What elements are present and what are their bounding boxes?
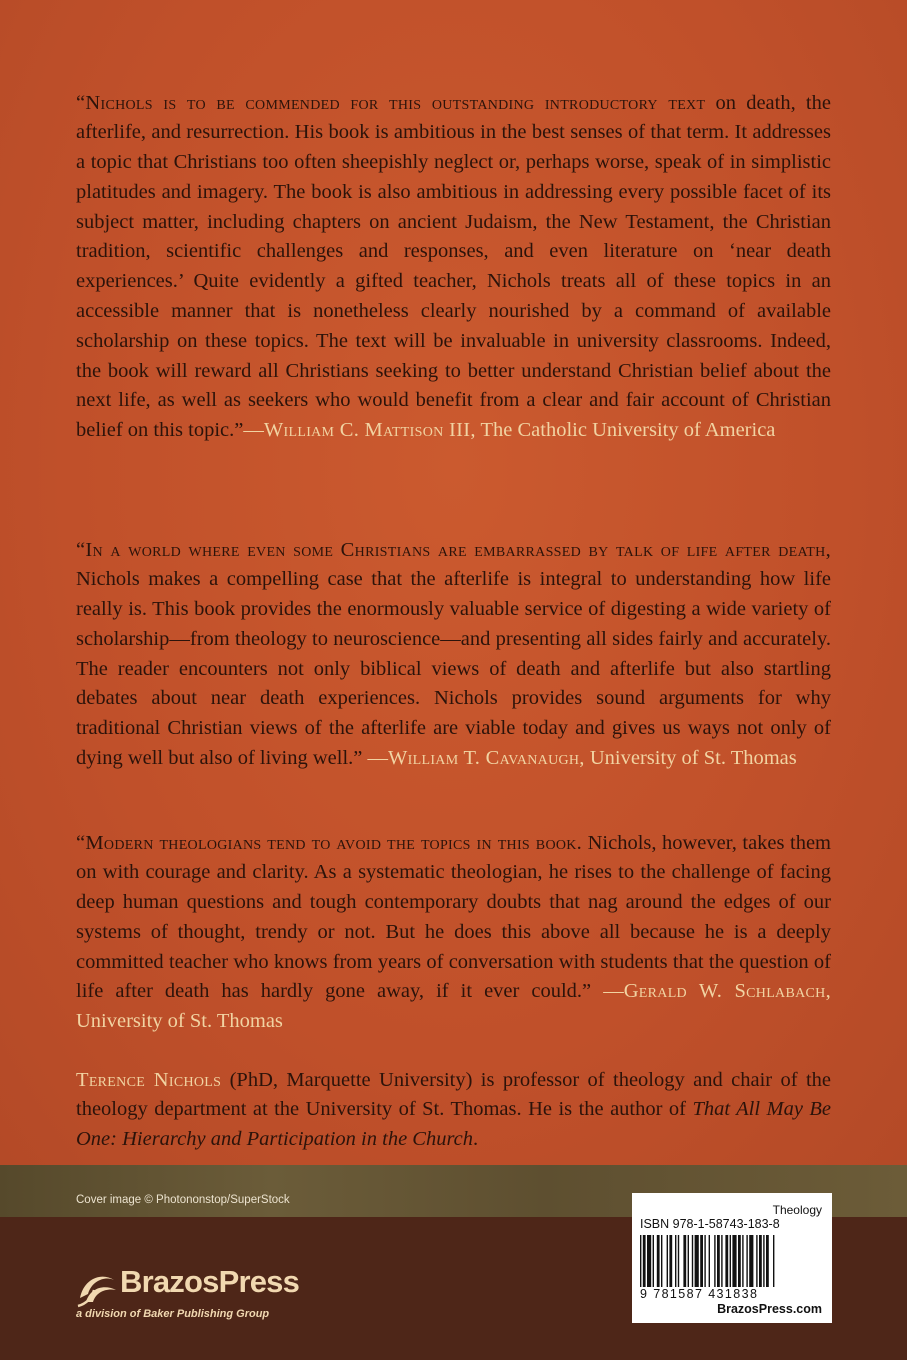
barcode-bar xyxy=(640,1235,641,1287)
barcode-bar xyxy=(763,1235,764,1287)
endorser-affiliation: University of St. Thomas xyxy=(76,1010,283,1033)
endorser-name: Gerald W. Schlabach, xyxy=(623,980,831,1003)
barcode-bar xyxy=(721,1235,722,1287)
bio-end: . xyxy=(473,1128,479,1151)
barcode-bar xyxy=(742,1235,743,1287)
barcode-bar xyxy=(683,1235,686,1287)
barcode-bar xyxy=(756,1235,757,1287)
barcode-bar xyxy=(678,1235,679,1287)
author-name: Terence Nichols xyxy=(76,1068,222,1091)
barcode-bar xyxy=(704,1235,705,1287)
barcode-bar xyxy=(766,1235,769,1287)
author-bio xyxy=(76,1066,831,1155)
attribution-dash: — xyxy=(243,419,264,442)
quote-attribution xyxy=(243,419,775,441)
barcode-panel xyxy=(632,1193,832,1323)
barcode-bar xyxy=(738,1235,741,1287)
barcode-bar xyxy=(714,1235,715,1287)
publisher-logo xyxy=(76,1262,336,1330)
isbn-number: ISBN 978-1-58743-183-8 xyxy=(640,1217,780,1231)
quote-body: on death, the afterlife, and resurrection. His book is ambitious in the best senses of that term. It addresses a topic that Christians too often sheepishly neglect or, perhaps worse, speak of in simplistic platitudes and imagery. The book is also ambitious in addressing every possible facet of its subject matter, including chapters on ancient Judaism, the New Testament, the Christian tradition, scientific challenges and responses, and even literature on ‘near death experiences.’ Quite evidently a gifted teacher, Nichols treats all of these topics in an accessible manner that is nonetheless clearly nourished by a command of available scholarship on these topics. The text will be invaluable in university classrooms. Indeed, the book will reward all Christians seeking to better understand Christian belief about the next life, as well as seekers who would benefit from a clear and fair account of Christian belief on this topic.” xyxy=(76,91,831,442)
endorsement-quote-schlabach xyxy=(76,829,831,1038)
publisher-subtitle: a division of Baker Publishing Group xyxy=(76,1308,270,1320)
cover-image-credit: Cover image © Photononstop/SuperStock xyxy=(76,1194,290,1206)
quote-attribution xyxy=(362,747,796,769)
publisher-website: BrazosPress.com xyxy=(717,1302,822,1316)
attribution-dash: — xyxy=(591,980,624,1003)
publisher-name: BrazosPress xyxy=(120,1264,300,1299)
quote-body: Nichols makes a compelling case that the afterlife is integral to understanding how life really is. This book provides the enormously valuable service of digesting a wide variety of scholarship—from theology to neuroscience—and presenting all sides fairly and accurately. The reader encounters not only biblical views of death and afterlife but also startling debates about near death experiences. Nichols provides sound arguments for why traditional Christian views of the afterlife are viable today and gives us ways not only of dying well but also of living well.” xyxy=(76,568,831,770)
endorser-name: William C. Mattison III, xyxy=(263,419,476,442)
barcode-icon xyxy=(640,1235,824,1287)
barcode-bar xyxy=(717,1235,720,1287)
barcode-bar xyxy=(759,1235,762,1287)
barcode-bar xyxy=(746,1235,747,1287)
barcode-bar xyxy=(732,1235,736,1287)
endorser-affiliation: University of St. Thomas xyxy=(584,747,797,770)
quote-lead: “Modern theologians tend to avoid the topics in this book. xyxy=(76,831,583,854)
barcode-bar xyxy=(667,1235,668,1287)
barcode-bar xyxy=(692,1235,693,1287)
barcode-bar xyxy=(643,1235,646,1287)
barcode-bar xyxy=(675,1235,676,1287)
bio-text: (PhD, Marquette University) is professor of theology and chair of the theology department at the University of St. Thomas. He is the author of xyxy=(76,1068,831,1121)
barcode-bar xyxy=(709,1235,710,1287)
barcode-bar xyxy=(657,1235,660,1287)
endorser-name: William T. Cavanaugh, xyxy=(388,747,585,770)
endorsement-quote-mattison xyxy=(76,89,831,447)
barcode-digits: 9 781587 431838 xyxy=(640,1287,759,1301)
barcode-bar xyxy=(653,1235,654,1287)
book-category: Theology xyxy=(772,1203,822,1217)
quote-lead: “Nichols is to be commended for this outstanding introductory text xyxy=(76,91,706,114)
barcode-bar xyxy=(725,1235,728,1287)
endorsement-quote-cavanaugh xyxy=(76,536,831,774)
barcode-bar xyxy=(773,1235,774,1287)
brazos-swirl-icon xyxy=(76,1268,120,1308)
barcode-bar xyxy=(669,1235,672,1287)
barcode-bar xyxy=(688,1235,689,1287)
book-title: That All May Be One: Hierarchy and Participation in the Church xyxy=(76,1098,832,1151)
barcode-bar xyxy=(700,1235,703,1287)
attribution-dash: — xyxy=(362,747,389,770)
barcode-bar xyxy=(749,1235,753,1287)
quote-body: Nichols, however, takes them on with courage and clarity. As a systematic theologian, he rises to the challenge of facing deep human questions and tough contemporary doubts that nag around the edges of our systems of thought, trendy or not. But he does this above all because he is a deeply committed teacher who knows from years of conversation with students that the question of life after death has hardly gone away, if it ever could.” xyxy=(76,831,831,1003)
barcode-bar xyxy=(661,1235,662,1287)
barcode-bar xyxy=(695,1235,699,1287)
barcode-bar xyxy=(730,1235,731,1287)
barcode-bar xyxy=(647,1235,651,1287)
endorser-affiliation: The Catholic University of America xyxy=(475,419,776,442)
quote-lead: “In a world where even some Christians are embarrassed by talk of life after death, xyxy=(76,538,831,561)
